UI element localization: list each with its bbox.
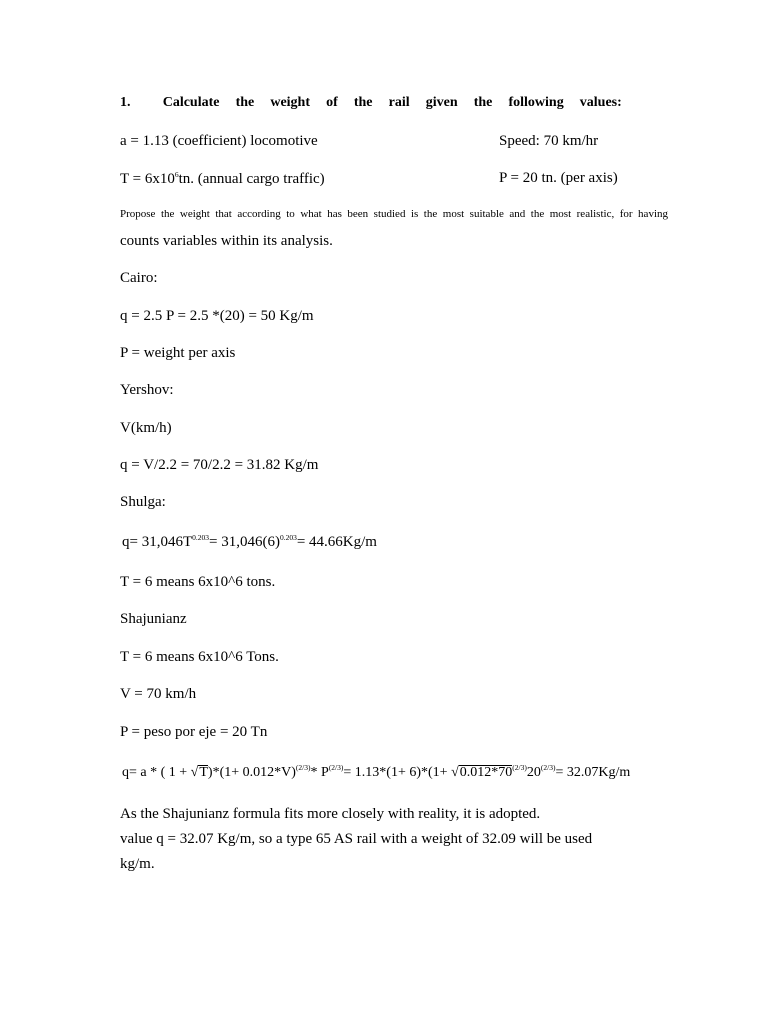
shulga-formula: $q= 31,046T^{0.203}= 31,046(6)^{0.203}= 44.66Kg/m$: [122, 533, 377, 550]
yershov-heading: Yershov:: [120, 382, 174, 398]
shulga-note: T = 6 means 6x10^6 tons.: [120, 574, 276, 590]
question-heading: [120, 96, 622, 110]
given-a: a = 1.13 (coefficient) locomotive: [120, 133, 318, 149]
yershov-variable: V(km/h): [120, 420, 172, 436]
given-p: P = 20 tn. (per axis): [499, 170, 618, 186]
shajunianz-heading: Shajunianz: [120, 611, 187, 627]
conclusion-line-3: kg/m.: [120, 856, 155, 872]
given-speed: Speed: 70 km/hr: [499, 133, 599, 149]
conclusion-line-1: As the Shajunianz formula fits more closely with reality, it is adopted.: [120, 806, 541, 822]
cairo-formula: q = 2.5 P = 2.5 *(20) = 50 Kg/m: [120, 308, 314, 324]
shajunianz-formula: q= a * ( $1 + √T)*(1+ 0.012*V)^{(2/3)}*$ $P^{(2/3)}= 1.13*(1+ 6)*(1+ √0.012*70^{(2/3)}20^{(2/3)}= 32.07Kg/m$: [122, 763, 631, 780]
shulga-heading: Shulga:: [120, 494, 166, 510]
shajunianz-p-note: P = peso por eje = 20 Tn: [120, 724, 268, 740]
given-t: $T = 6x10^6tn$. (annual cargo traffic): [120, 170, 325, 187]
radical-sign: √: [190, 765, 199, 780]
conclusion-line-2: value q = 32.07 Kg/m, so a type 65 AS rail with a weight of 32.09 will be used: [120, 831, 593, 847]
cairo-note: P = weight per axis: [120, 345, 236, 361]
instruction-line-1: Propose the weight that according to what has been studied is the most suitable and the most realistic, for having: [120, 208, 668, 220]
yershov-formula: q = V/2.2 = 70/2.2 = 31.82 Kg/m: [120, 457, 319, 473]
radical-sign: √: [451, 765, 459, 780]
instruction-line-2: counts variables within its analysis.: [120, 233, 333, 249]
question-number: 1.: [120, 95, 131, 110]
cairo-heading: Cairo:: [120, 270, 158, 286]
shajunianz-t-note: T = 6 means 6x10^6 Tons.: [120, 649, 279, 665]
question-text: Calculate the weight of the rail given the following values:: [162, 95, 622, 110]
shajunianz-v-note: V = 70 km/h: [120, 686, 197, 702]
